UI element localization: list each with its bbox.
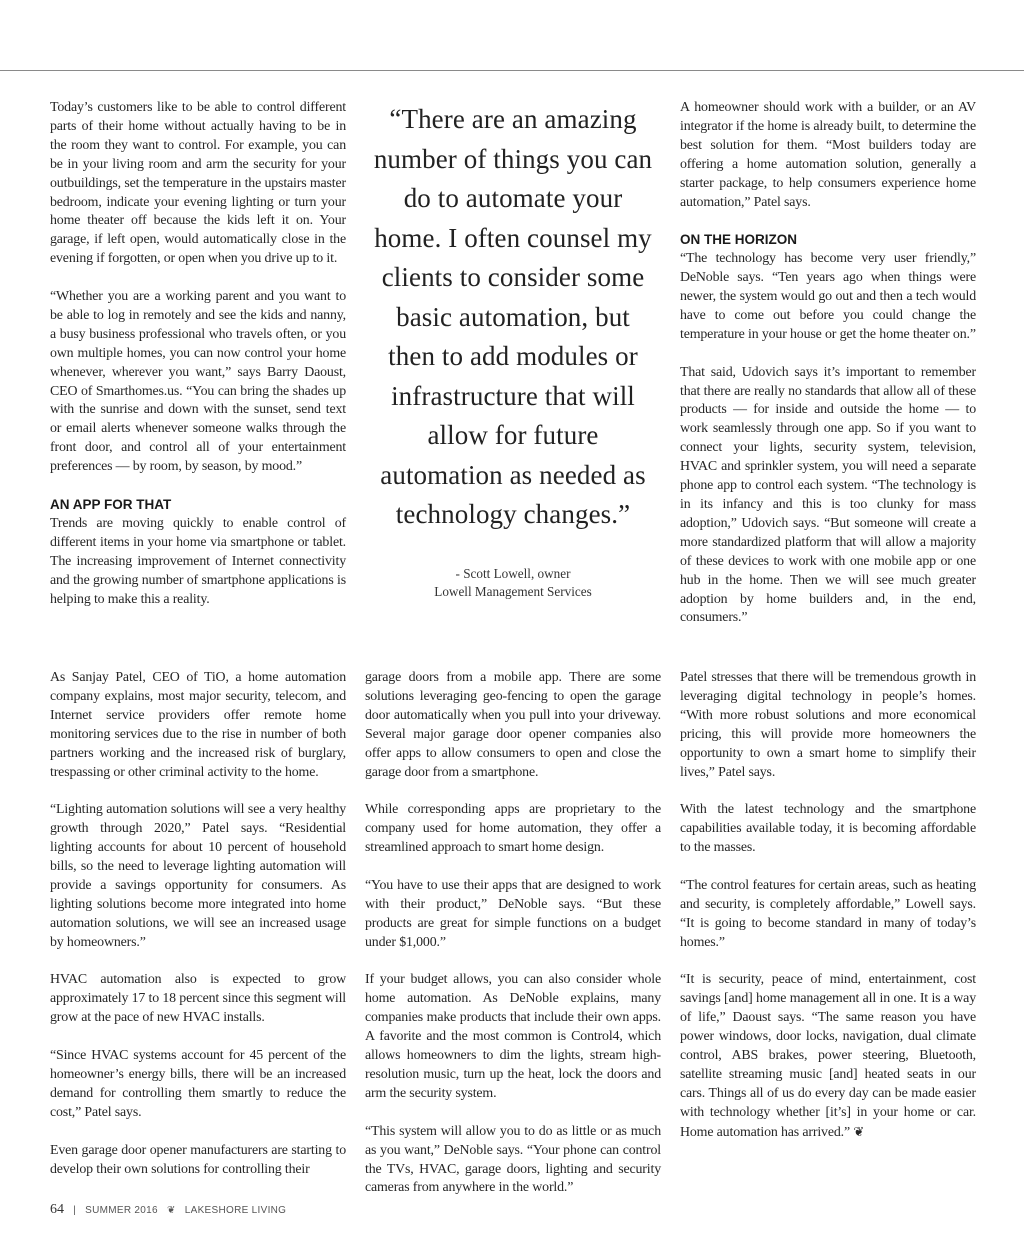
pull-quote-block: [372, 100, 654, 601]
paragraph: “The technology has become very user friendly,” DeNoble says. “Ten years ago when things were newer, the system would go out and then a tech would have to come out before you could change the temperature in your house or get the home theater on.”: [680, 251, 976, 342]
paragraph: That said, Udovich says it’s important to remember that there are really no standards that allow all of these products — for inside and outside the home — to work seamlessly through one app. So if you want to connect your lights, security system, television, HVAC and sprinkler system, you will need a separate phone app to control each system. “The technology is in its infancy and this is too clunky for mass adoption,” Udovich says. “But someone will create a more standardized platform that will allow a majority of these devices to work with one mobile app or one hub in the home. Then we will see much greater adoption by home builders and, in the end, consumers.”: [680, 364, 976, 626]
pull-quote: “There are an amazing number of things you can do to automate your home. I often counsel my clients to consider some basic automation, but then to add modules or infrastructure that will allow for future automation as needed as technology changes.”: [373, 104, 653, 529]
article-column-3: [680, 99, 976, 647]
issue-label: SUMMER 2016: [85, 1205, 158, 1216]
paragraph: HVAC automation also is expected to grow approximately 17 to 18 percent since this segment will grow at the pace of new HVAC installs.: [50, 972, 346, 1026]
ornament-icon: ❦: [166, 1205, 176, 1216]
attribution-company: Lowell Management Services: [434, 583, 592, 599]
top-rule: [0, 70, 1024, 71]
paragraph: “The control features for certain areas, such as heating and security, is completely affordable,” Lowell says. “It is going to become standard in many of today’s homes.”: [680, 877, 976, 950]
paragraph-final: [680, 971, 976, 1142]
section-heading-app: AN APP FOR THAT: [50, 497, 172, 512]
magazine-name: LAKESHORE LIVING: [184, 1205, 287, 1216]
section-heading-horizon: ON THE HORIZON: [680, 232, 797, 248]
article-column-3-lower: [680, 669, 976, 1162]
paragraph: As Sanjay Patel, CEO of TiO, a home automation company explains, most major security, telecom, and Internet service providers offer remote home monitoring services due to the rise in number of both partners working and the increased risk of burglary, trespassing or other criminal activity to the home.: [50, 670, 346, 780]
pull-quote-attribution: [372, 565, 654, 601]
paragraph: With the latest technology and the smartphone capabilities available today, it is becoming affordable to the masses.: [680, 802, 976, 856]
attribution-name: - Scott Lowell, owner: [455, 565, 571, 581]
footer-separator: |: [73, 1205, 76, 1216]
paragraph: “You have to use their apps that are designed to work with their product,” DeNoble says. “But these products are great for simple functions on a budget under $1,000.”: [365, 877, 661, 950]
paragraph: “This system will allow you to do as little or as much as you want,” DeNoble says. “Your phone can control the TVs, HVAC, garage doors, lighting and security cameras from anywhere in the world.”: [365, 1123, 661, 1196]
paragraph: While corresponding apps are proprietary to the company used for home automation, they offer a streamlined approach to smart home design.: [365, 802, 661, 856]
final-text: “It is security, peace of mind, entertainment, cost savings [and] home management all in one. It is a way of life,” Daoust says. “The same reason you have power windows, door locks, navigation, dual climate control, ABS brakes, power steering, Bluetooth, satellite streaming music [and] heated seats in our cars. Things all of us do every day can be made easier with technology whether [it’s] in your home or car. Home automation has arrived.”: [680, 972, 976, 1140]
article-column-1-lower: [50, 669, 346, 1198]
paragraph: Today’s customers like to be able to control different parts of their home without actually having to be in the room they want to control. For example, you can be in your living room and arm the security for your outbuildings, set the temperature in the upstairs master bedroom, indicate your evening lighting or turn your home theater off because the kids left it on. Your garage, if left open, would automatically close in the evening if forgotten, or open when you drive up to it.: [50, 100, 346, 267]
paragraph: Even garage door opener manufacturers are starting to develop their own solutions for controlling their: [50, 1142, 346, 1177]
article-column-2: [365, 669, 661, 1217]
paragraph: A homeowner should work with a builder, or an AV integrator if the home is already built, to determine the best solution for them. “Most builders today are offering a home automation solution, generally a starter package, to help consumers experience home automation,” Patel says.: [680, 100, 976, 210]
page-number: 64: [50, 1202, 64, 1217]
paragraph: garage doors from a mobile app. There are some solutions leveraging geo-fencing to open the garage door automatically when you pull into your driveway. Several major garage door opener companies also offer apps to allow consumers to open and close the garage door from a smartphone.: [365, 670, 661, 780]
paragraph: If your budget allows, you can also consider whole home automation. As DeNoble explains, many companies make products that include their own apps. A favorite and the most common is Control4, which allows homeowners to dim the lights, stream high-resolution music, turn up the heat, lock the doors and arm the security system.: [365, 972, 661, 1101]
end-mark-icon: ❦: [853, 1123, 865, 1139]
paragraph: “Whether you are a working parent and you want to be able to log in remotely and see the kids and nanny, a busy business professional who travels often, or you own multiple homes, you can now control your home whenever, wherever you want,” says Barry Daoust, CEO of Smarthomes.us. “You can bring the shades up with the sunrise and down with the sunset, send text or email alerts whenever someone walks through the front door, and control all of your entertainment preferences — by room, by season, by mood.”: [50, 289, 346, 475]
paragraph: Trends are moving quickly to enable control of different items in your home via smartphone or tablet. The increasing improvement of Internet connectivity and the growing number of smartphone applications is helping to make this a reality.: [50, 515, 346, 607]
page-footer: [50, 1202, 286, 1218]
paragraph: “Since HVAC systems account for 45 percent of the homeowner’s energy bills, there will be an increased demand for controlling them smartly to reduce the cost,” Patel says.: [50, 1048, 346, 1120]
paragraph: “Lighting automation solutions will see a very healthy growth through 2020,” Patel says. “Residential lighting accounts for about 10 percent of household bills, so the need to leverage lighting automation will provide a savings opportunity for consumers. As lighting solutions become more integrated into home automation solutions, we will see an increased usage by homeowners.”: [50, 802, 346, 950]
article-column-1: [50, 99, 346, 628]
paragraph: Patel stresses that there will be tremendous growth in leveraging digital technology in people’s homes. “With more robust solutions and more economical pricing, this will provide more homeowners the opportunity to own a smart home to simplify their lives,” Patel says.: [680, 670, 976, 780]
